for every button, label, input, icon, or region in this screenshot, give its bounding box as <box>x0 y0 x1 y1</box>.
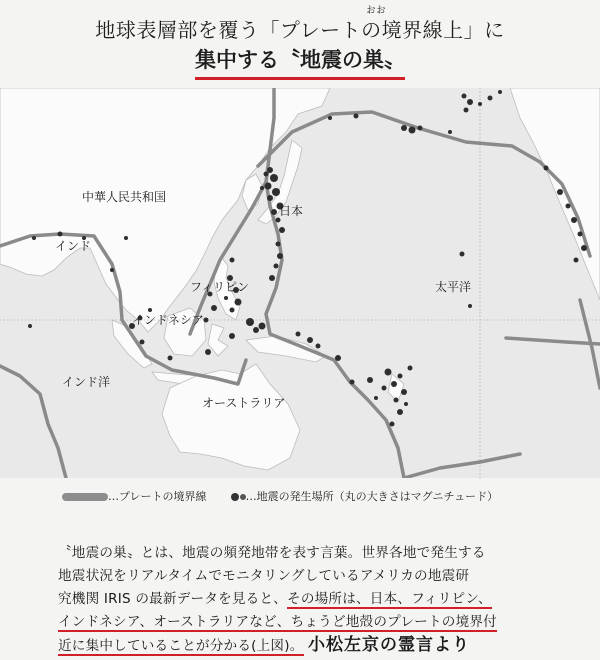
earthquake-map <box>0 88 600 478</box>
body-paragraph <box>58 542 578 658</box>
body-line-3b-underlined: その場所は、日本、フィリピン、 <box>287 591 492 607</box>
label-philippines: フィリピン <box>190 280 250 294</box>
body-line-3 <box>58 588 578 611</box>
label-indian-ocean: インド洋 <box>62 375 111 389</box>
source-credit: 小松左京の霊言より <box>308 635 471 655</box>
map-svg <box>0 88 600 478</box>
body-line-3a: 究機関 IRIS の最新データを見ると、 <box>58 591 288 607</box>
title-line-2-text: 集中する〝地震の巣〟 <box>195 44 405 80</box>
title-line-1 <box>0 6 600 43</box>
title-line-1-text: 地球表層部を覆う「プレートの境界線上」に <box>95 18 505 42</box>
title-ruby: おお <box>366 6 387 16</box>
label-india: インド <box>55 239 92 253</box>
label-china: 中華人民共和国 <box>82 190 167 204</box>
body-line-4-underlined: インドネシア、オーストラリアなど、ちょうど地殻のプレートの境界付 <box>58 614 497 630</box>
body-line-1: 〝地震の巣〟とは、地震の頻発地帯を表す言葉。世界各地で発生する <box>58 545 486 561</box>
label-japan: 日本 <box>279 204 304 218</box>
label-australia: オーストラリア <box>202 396 286 410</box>
label-indonesia: インドネシア <box>132 313 204 327</box>
legend-plate-label: …プレートの境界線 <box>108 490 207 503</box>
map-legend <box>62 488 498 504</box>
quake-legend-dot-large <box>231 493 239 501</box>
body-line-5 <box>58 634 578 658</box>
title-line-2 <box>0 44 600 80</box>
label-pacific: 太平洋 <box>435 280 472 294</box>
body-line-2: 地震状況をリアルタイムでモニタリングしているアメリカの地震研 <box>58 568 470 584</box>
body-line-5a-underlined: 近に集中していることが分かる(上図)。 <box>58 638 304 654</box>
legend-quake-label: …地震の発生場所（丸の大きさはマグニチュード） <box>245 490 499 503</box>
body-line-4 <box>58 611 578 634</box>
plate-boundary-legend-swatch <box>62 493 108 501</box>
